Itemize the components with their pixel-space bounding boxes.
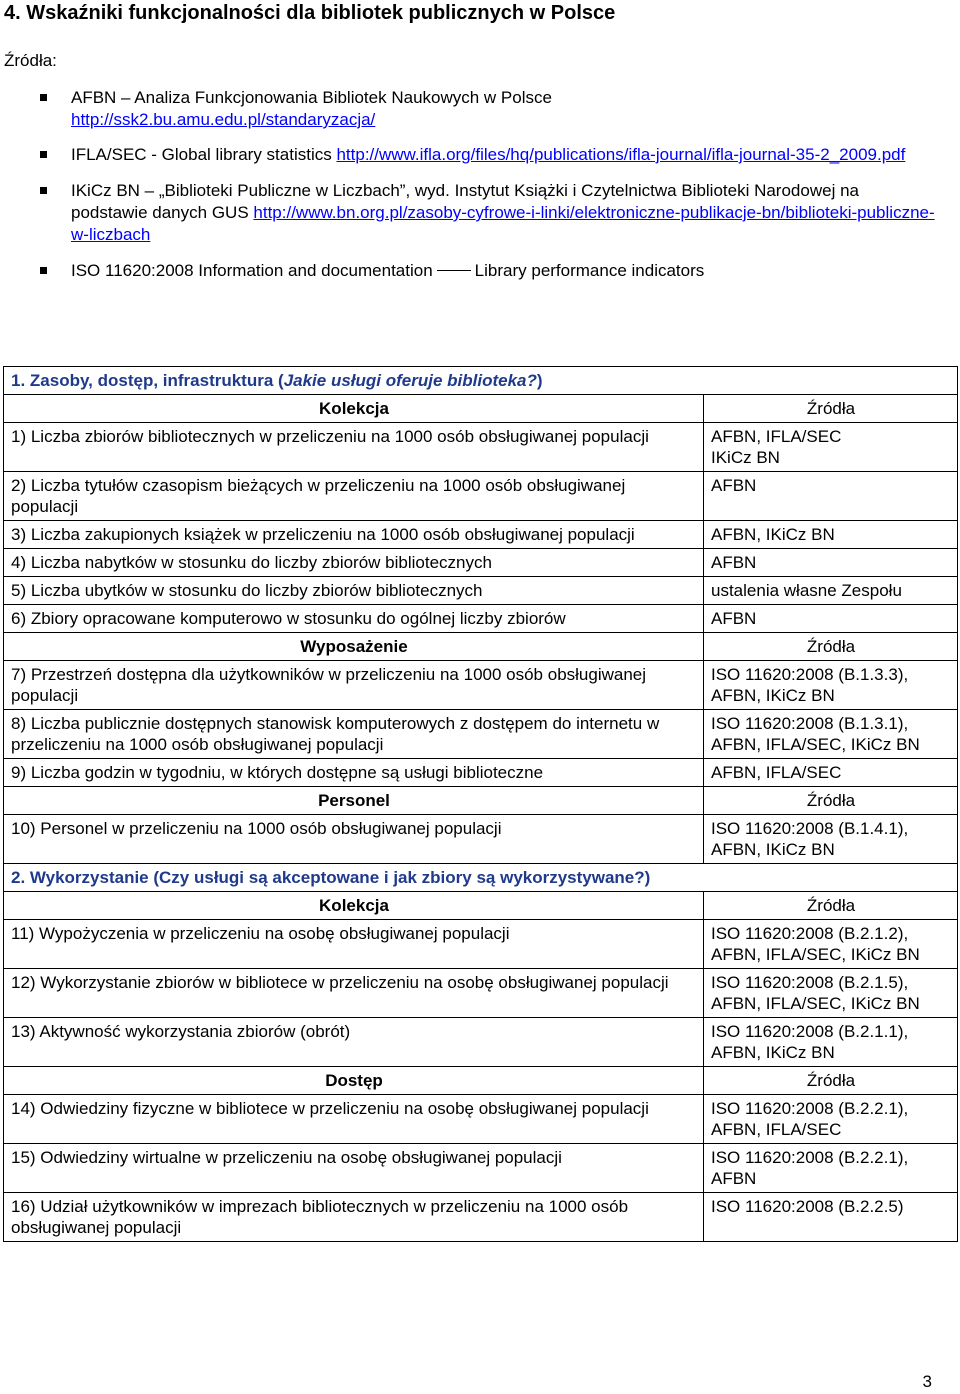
indicator-label: 1) Liczba zbiorów bibliotecznych w przeliczeniu na 1000 osób obsługiwanej populacji: [4, 423, 704, 472]
square-bullet-icon: [40, 151, 47, 158]
sources-label: Źródła:: [4, 51, 57, 70]
source-text: IKiCz BN – „Biblioteki Publiczne w Liczbach”, wyd. Instytut Książki i Czytelnictwa Biblioteki Narodowej na podstawie danych GUS: [71, 181, 859, 222]
indicator-source: ISO 11620:2008 (B.2.2.1), AFBN, IFLA/SEC: [704, 1095, 958, 1144]
group-header-row: [4, 787, 958, 815]
source-item-ikicz: [40, 180, 940, 246]
table-row: [4, 577, 958, 605]
group-header-row: [4, 395, 958, 423]
indicator-label: 4) Liczba nabytków w stosunku do liczby zbiorów bibliotecznych: [4, 549, 704, 577]
section-row: [4, 864, 958, 892]
source-link-ikicz[interactable]: http://www.bn.org.pl/zasoby-cyfrowe-i-linki/elektroniczne-publikacje-bn/biblioteki-publiczne-w-liczbach: [71, 203, 935, 244]
indicator-source: AFBN: [704, 605, 958, 633]
indicator-source: ISO 11620:2008 (B.2.1.2), AFBN, IFLA/SEC, IKiCz BN: [704, 920, 958, 969]
group-header-row: [4, 892, 958, 920]
group-heading: Wyposażenie: [4, 633, 704, 661]
indicator-source: AFBN: [704, 472, 958, 521]
source-link-afbn[interactable]: http://ssk2.bu.amu.edu.pl/standaryzacja/: [71, 110, 376, 129]
source-text: ISO 11620:2008 Information and documentation: [71, 261, 433, 280]
indicator-source: ISO 11620:2008 (B.2.1.5), AFBN, IFLA/SEC, IKiCz BN: [704, 969, 958, 1018]
indicator-label: 13) Aktywność wykorzystania zbiorów (obrót): [4, 1018, 704, 1067]
indicator-label: 14) Odwiedziny fizyczne w bibliotece w przeliczeniu na osobę obsługiwanej populacji: [4, 1095, 704, 1144]
indicator-label: 15) Odwiedziny wirtualne w przeliczeniu na osobę obsługiwanej populacji: [4, 1144, 704, 1193]
indicator-source: ISO 11620:2008 (B.2.1.1), AFBN, IKiCz BN: [704, 1018, 958, 1067]
indicator-label: 10) Personel w przeliczeniu na 1000 osób obsługiwanej populacji: [4, 815, 704, 864]
indicator-label: 2) Liczba tytułów czasopism bieżących w przeliczeniu na 1000 osób obsługiwanej populacji: [4, 472, 704, 521]
square-bullet-icon: [40, 94, 47, 101]
table-row: [4, 969, 958, 1018]
indicator-source: ISO 11620:2008 (B.2.2.1), AFBN: [704, 1144, 958, 1193]
table-row: [4, 759, 958, 787]
source-item-afbn: [40, 87, 940, 131]
table-row: [4, 815, 958, 864]
source-text: IFLA/SEC - Global library statistics: [71, 145, 337, 164]
group-heading: Kolekcja: [4, 892, 704, 920]
indicators-table: [3, 366, 958, 1242]
indicator-source: ISO 11620:2008 (B.1.3.1), AFBN, IFLA/SEC, IKiCz BN: [704, 710, 958, 759]
indicator-label: 11) Wypożyczenia w przeliczeniu na osobę obsługiwanej populacji: [4, 920, 704, 969]
indicator-label: 8) Liczba publicznie dostępnych stanowisk komputerowych z dostępem do internetu w przeliczeniu na 1000 osób obsługiwanej populacji: [4, 710, 704, 759]
table-row: [4, 661, 958, 710]
source-column-header: Źródła: [704, 787, 958, 815]
table-row: [4, 605, 958, 633]
dash-separator: [437, 270, 471, 271]
source-text: Library performance indicators: [474, 261, 705, 280]
group-heading: Kolekcja: [4, 395, 704, 423]
section-row: [4, 367, 958, 395]
source-column-header: Źródła: [704, 892, 958, 920]
source-column-header: Źródła: [704, 1067, 958, 1095]
table-row: [4, 1193, 958, 1242]
square-bullet-icon: [40, 187, 47, 194]
group-header-row: [4, 633, 958, 661]
indicator-label: 12) Wykorzystanie zbiorów w bibliotece w przeliczeniu na osobę obsługiwanej populacji: [4, 969, 704, 1018]
indicator-source: AFBN, IFLA/SEC IKiCz BN: [704, 423, 958, 472]
table-row: [4, 549, 958, 577]
table-row: [4, 1095, 958, 1144]
source-link-ifla[interactable]: http://www.ifla.org/files/hq/publications/ifla-journal/ifla-journal-35-2_2009.pdf: [336, 145, 906, 164]
page-number: 3: [922, 1372, 932, 1391]
indicator-source: AFBN, IKiCz BN: [704, 521, 958, 549]
group-heading: Dostęp: [4, 1067, 704, 1095]
group-heading: Personel: [4, 787, 704, 815]
section-heading-2: 2. Wykorzystanie (Czy usługi są akceptowane i jak zbiory są wykorzystywane?): [4, 864, 958, 892]
table-row: [4, 472, 958, 521]
source-column-header: Źródła: [704, 633, 958, 661]
table-row: [4, 1018, 958, 1067]
indicator-source: AFBN: [704, 549, 958, 577]
indicator-label: 16) Udział użytkowników w imprezach bibliotecznych w przeliczeniu na 1000 osób obsługiwanej populacji: [4, 1193, 704, 1242]
section-heading-1: 1. Zasoby, dostęp, infrastruktura (Jakie usługi oferuje biblioteka?): [4, 367, 958, 395]
indicator-source: ISO 11620:2008 (B.1.3.3), AFBN, IKiCz BN: [704, 661, 958, 710]
square-bullet-icon: [40, 267, 47, 274]
indicator-label: 9) Liczba godzin w tygodniu, w których dostępne są usługi biblioteczne: [4, 759, 704, 787]
indicator-source: ISO 11620:2008 (B.2.2.5): [704, 1193, 958, 1242]
indicator-label: 5) Liczba ubytków w stosunku do liczby zbiorów bibliotecznych: [4, 577, 704, 605]
source-column-header: Źródła: [704, 395, 958, 423]
indicator-label: 3) Liczba zakupionych książek w przeliczeniu na 1000 osób obsługiwanej populacji: [4, 521, 704, 549]
table-row: [4, 521, 958, 549]
table-row: [4, 423, 958, 472]
indicator-label: 7) Przestrzeń dostępna dla użytkowników w przeliczeniu na 1000 osób obsługiwanej populacji: [4, 661, 704, 710]
group-header-row: [4, 1067, 958, 1095]
source-text: AFBN – Analiza Funkcjonowania Bibliotek Naukowych w Polsce: [71, 88, 552, 107]
table-row: [4, 920, 958, 969]
indicator-source: AFBN, IFLA/SEC: [704, 759, 958, 787]
sources-list: [40, 87, 940, 295]
source-item-iso: [40, 260, 940, 282]
indicator-label: 6) Zbiory opracowane komputerowo w stosunku do ogólnej liczby zbiorów: [4, 605, 704, 633]
indicator-source: ISO 11620:2008 (B.1.4.1), AFBN, IKiCz BN: [704, 815, 958, 864]
table-row: [4, 1144, 958, 1193]
source-item-ifla: [40, 144, 940, 166]
indicator-source: ustalenia własne Zespołu: [704, 577, 958, 605]
page-title: 4. Wskaźniki funkcjonalności dla bibliotek publicznych w Polsce: [4, 2, 616, 24]
table-row: [4, 710, 958, 759]
